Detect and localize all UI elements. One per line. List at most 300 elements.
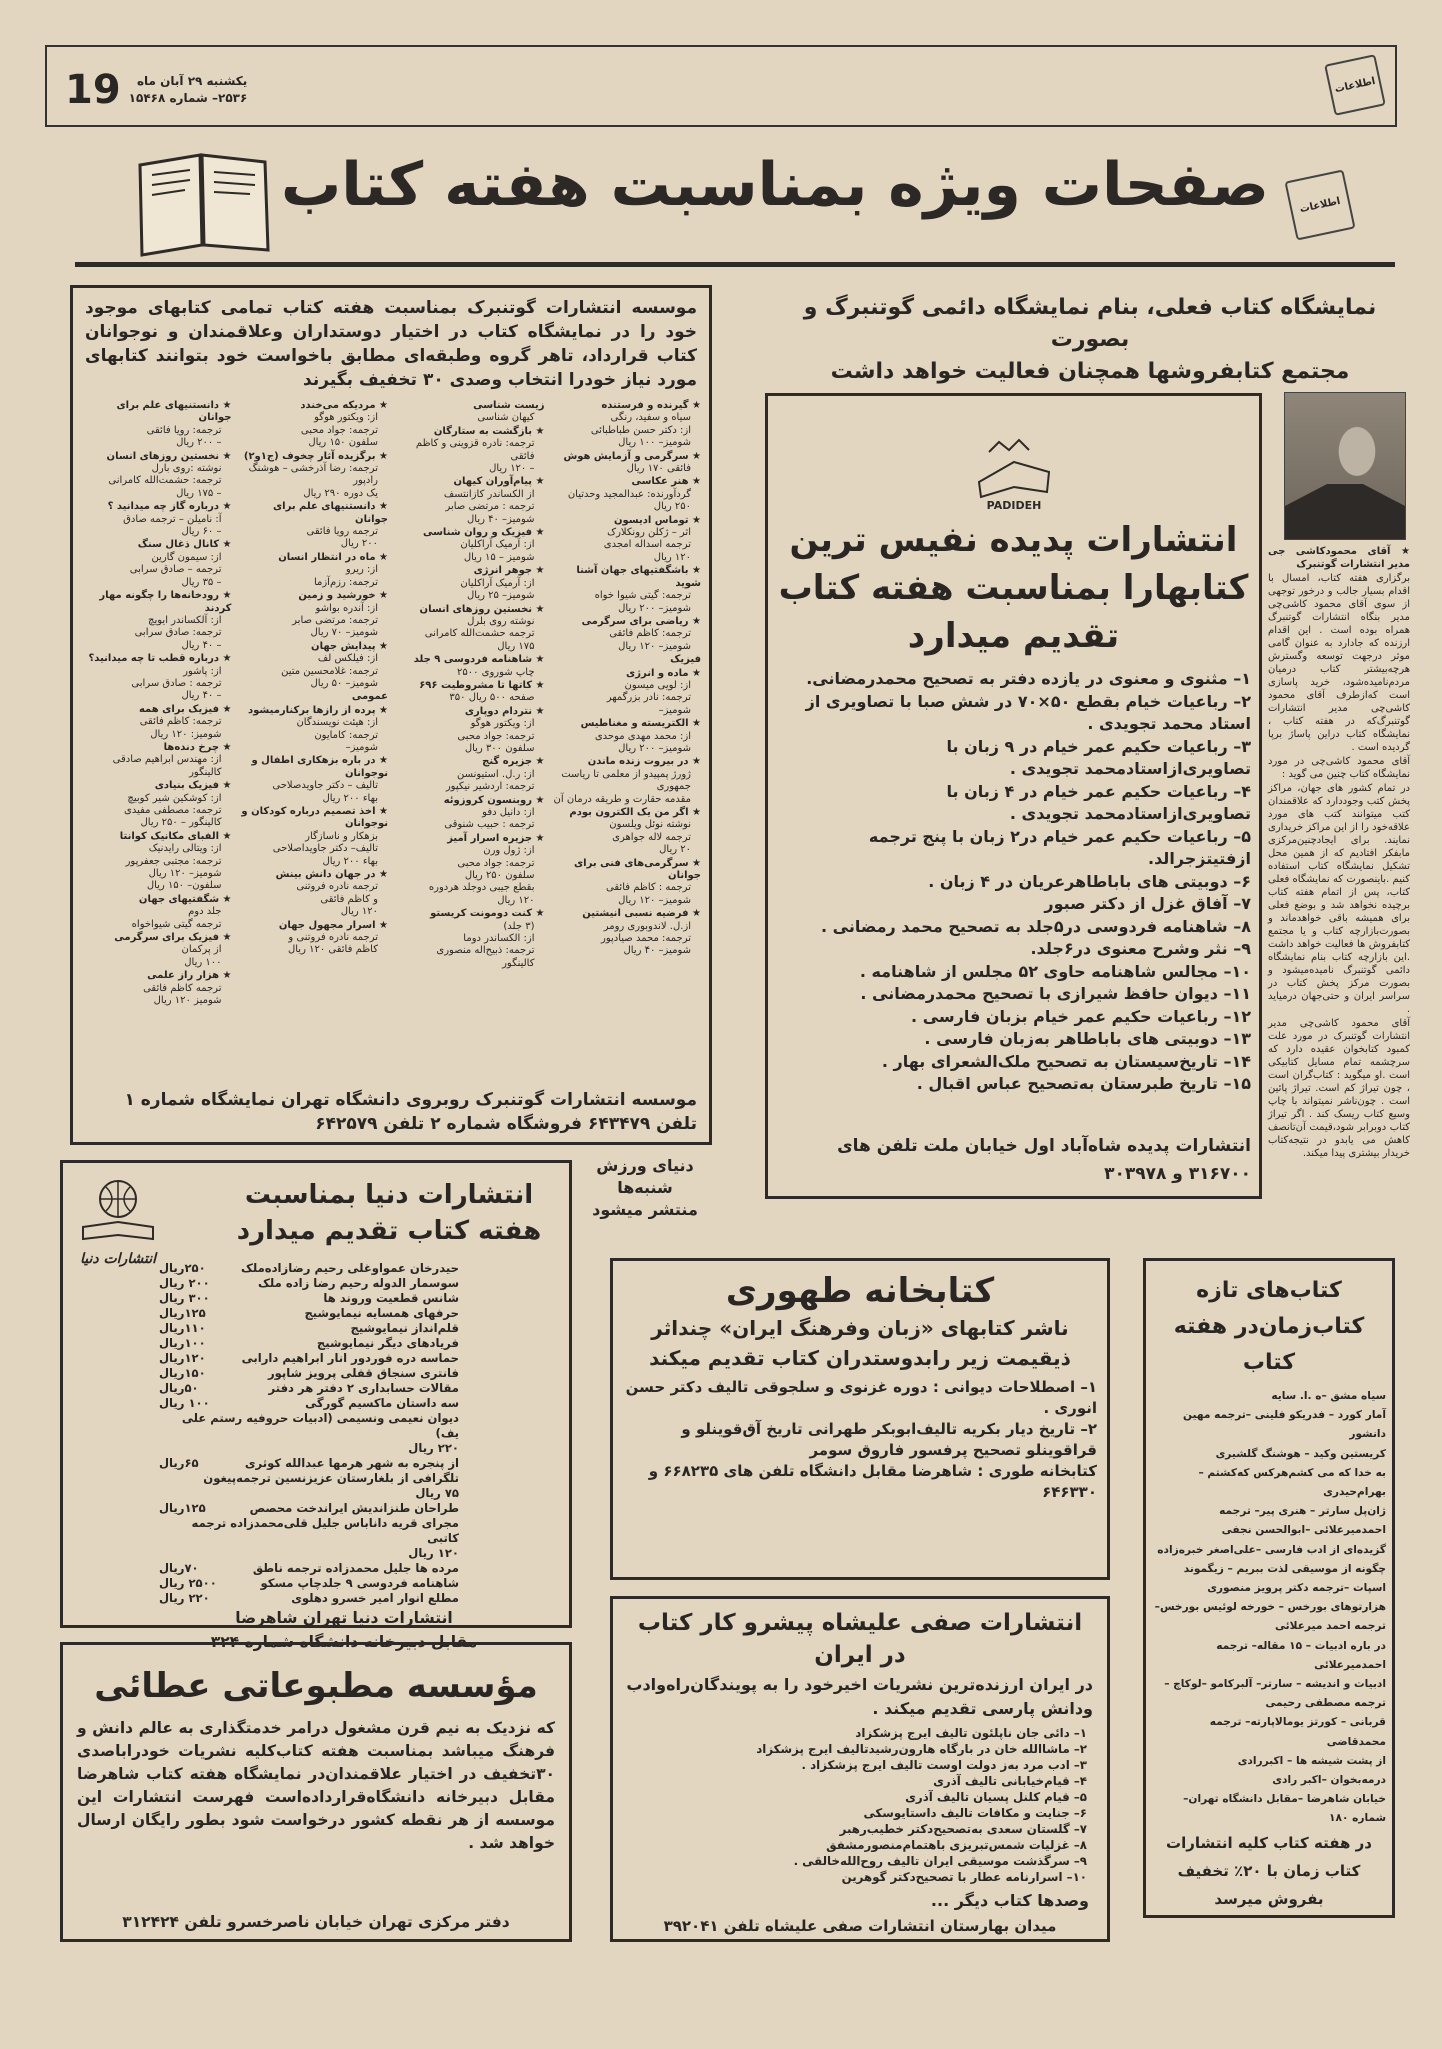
book-detail: از: سیمون گارین — [151, 551, 222, 563]
book-detail: ترجمه رویا فائقی — [306, 526, 378, 538]
book-price: ۱۰۰ریال — [159, 1336, 206, 1350]
book-item — [159, 1321, 459, 1336]
book-title: ★ فیزیک بنیادی — [81, 780, 232, 792]
ataee-footer: دفتر مرکزی تهران خیابان ناصرخسرو تلفن ۳۱۲۴۲۴ — [122, 1913, 510, 1931]
sports-note-line: منتشر میشود — [592, 1200, 698, 1219]
book-detail: بهاء ۲۰۰ ریال — [322, 792, 378, 804]
book-item: چگونه از موسیقی لذت ببریم – زیگموند اسپات –ترجمه دکتر پرویز منصوری — [1183, 1562, 1386, 1595]
book-item — [159, 1306, 459, 1321]
book-detail: شومیز– ۴۰ ریال — [623, 945, 691, 957]
donya-logo-text: انتشارات دنیا — [79, 1251, 157, 1267]
gutenberg-footer: موسسه انتشارات گوتنبرک روبروی دانشگاه تهران نمایشگاه شماره ۱ تلفن ۶۴۳۴۷۹ فروشگاه شماره ۲ تلفن ۶۴۲۵۷۹ — [124, 1090, 697, 1134]
book-detail: (۳ جلد) — [503, 920, 535, 932]
book-title: دیوان نعیمی ونسیمی (ادبیات حروفیه رستم علی یف) — [181, 1411, 459, 1440]
safi-intro: در ایران ارزنده‌ترین نشریات اخیرخود را به پویندگان‌راه‌وادب ودانش پارسی تقدیم میکند . — [626, 1675, 1093, 1718]
book-item — [159, 1351, 459, 1366]
book-detail: ترجمه گیتی شیواخواه — [131, 918, 222, 930]
book-entry — [394, 604, 545, 654]
book-entry — [81, 932, 232, 969]
book-title: مقالات حسابداری ۲ دفتر هر دفتر — [268, 1381, 459, 1395]
book-price: ۲۵۰ریال — [159, 1261, 206, 1275]
book-title: عمومی — [351, 691, 388, 703]
book-detail: از: ریرو — [345, 564, 378, 576]
book-detail: جلد دوم — [188, 906, 222, 918]
book-detail: از: ویتالی رایدنیک — [148, 843, 222, 855]
book-detail: سلفون ۲۵۰ ریال — [464, 870, 535, 882]
book-item: ۲– رباعیات خیام بقطع ۵۰×۷۰ در شش صبا با تصاویری از استاد محمد تجویدی . — [805, 691, 1251, 733]
book-detail: نوشته نوئل ویلسون — [609, 819, 691, 831]
book-detail: ترجمه لاله جواهری — [612, 831, 691, 843]
ataee-body: که نزدیک به نیم قرن مشغول درامر خدمتگذاری به عالم دانش و فرهنگ میباشد بمناسبت هفته کتاب‌کلیه نشریات خودراباصدی ۳۰تخفیف در اختیار علاقمندان‌در نمایشگاه هفته کتاب شاهرضا مقابل دبیرخانه دانشگاه‌قرارداده‌است فهرست انتشارات این موسسه از هر نقطه کشور درخواست شود بطور رایگان ارسال خواهد شد . — [77, 1719, 555, 1852]
book-detail: – ۱۲۰ ریال — [489, 463, 535, 475]
safi-title: انتشارات صفی علیشاه پیشرو کار کتاب در ایران — [637, 1610, 1083, 1668]
book-item: ۱۵– تاریخ طبرستان به‌تصحیح عباس اقبال . — [916, 1074, 1251, 1093]
book-detail: ۱۰۰ ریال — [184, 956, 222, 968]
book-price: ۲۲۰ ریال — [159, 1591, 210, 1605]
book-item: ۱۱– دیوان حافظ شیرازی با تصحیح محمدرمضانی . — [860, 984, 1251, 1003]
book-detail: ترجمه: نادر بزرگمهر — [606, 692, 691, 704]
tahoori-subtitle: ناشر کتابهای «زبان وفرهنگ ایران» چنداثر ذیقیمت زیر رابدوستدران کتاب تقدیم میکند — [649, 1316, 1071, 1370]
book-detail: از: مهندس ابراهیم صادقی — [112, 754, 222, 766]
book-detail: ترجمه: مجتبی جعفرپور — [125, 855, 222, 867]
book-title: ★ دانستنیهای علم برای جوانان — [238, 501, 389, 526]
book-price: ۱۲۰ ریال — [408, 1546, 459, 1560]
book-entry — [238, 590, 389, 640]
book-title: ★ هنر عکاسی — [551, 476, 702, 488]
book-title: ★ توماس ادیسون — [551, 515, 702, 527]
book-detail: از: ویکتور هوگو — [470, 718, 535, 730]
book-item: ۷– آفاق غزل از دکتر صبور — [1044, 894, 1251, 913]
book-title: طراحان طنزاندیش ایراندخت محصص — [249, 1501, 459, 1515]
book-title: ★ فرضیه نسبی انیشتین — [551, 908, 702, 920]
tahoori-title: کتابخانه طهوری — [725, 1271, 995, 1311]
book-detail: ترجمه: جواد محبی — [300, 424, 378, 436]
book-detail: از: لویی میسون — [624, 679, 691, 691]
book-detail: چاپ شوروی ۲۵۰۰ — [456, 666, 535, 678]
book-detail: ترجمه: رویا فائقی — [146, 424, 222, 436]
book-entry — [81, 400, 232, 450]
book-title: ★ شاهنامه فردوسی ۹ جلد — [394, 654, 545, 666]
headline-line1: نمایشگاه کتاب فعلی، بنام نمایشگاه دائمی گوتنبرگ و بصورت — [803, 295, 1377, 352]
sports-note-line: شنبه‌ها — [617, 1178, 673, 1197]
book-title: ★ فیزیک برای همه — [81, 704, 232, 716]
book-title: مجرای قریه داناباس جلیل قلی‌محمدزاده ترجمه کاتبی — [191, 1516, 459, 1545]
book-item: در باره ادبیات – ۱۵ مقاله– ترجمه احمدمیرعلائی — [1216, 1639, 1386, 1671]
book-price: ۳۰۰ ریال — [159, 1291, 210, 1305]
book-detail: سلفون ۳۰۰ ریال — [464, 742, 535, 754]
book-detail: ترجمه: رضا آذرخشی – هوشنگ رادپور — [248, 463, 378, 487]
book-title: ★ پرده از رازها برکنارمیشود — [238, 705, 389, 717]
book-entry — [81, 831, 232, 893]
book-item: ۸– شاهنامه فردوسی در۵جلد به تصحیح محمد رمضانی . — [821, 916, 1251, 936]
book-detail: از: ر.ل. استیونسن — [457, 768, 535, 780]
ataee-ad — [60, 1642, 572, 1942]
book-item: ۴– رباعیات حکیم عمر خیام در ۴ زبان با تصاویری‌ازاستادمحمد تجویدی . — [946, 781, 1251, 823]
book-detail: شومیز – ۱۵ ریال — [463, 551, 535, 563]
book-title: ★ اگر من یک الکترون بودم — [551, 807, 702, 819]
book-detail: ترجمه: نادره قزوینی و کاظم فائقی — [415, 438, 535, 462]
book-detail: – ۴۰ ریال — [181, 690, 222, 702]
book-item: ژان‌پل سارتر – هنری پیر– ترجمه احمدمیرعلائی –ابوالحسن نجفی — [1219, 1505, 1386, 1537]
book-title: ★ درباره گاز چه میدانید ؟ — [81, 501, 232, 513]
book-entry — [238, 920, 389, 957]
book-price: ۱۰۰ ریال — [159, 1396, 210, 1410]
gutenberg-book-list — [73, 400, 709, 1084]
book-title: حماسه دره فوردور انار ابراهیم دارابی — [241, 1351, 459, 1365]
portrait-photo — [1284, 392, 1406, 540]
tahoori-footer: کتابخانه طوری : شاهرضا مقابل دانشگاه تلفن های ۶۶۸۲۳۵ و ۶۴۶۳۳۰ — [648, 1462, 1097, 1501]
book-item: ۴– قیام‌خیابانی تالیف آذری — [933, 1774, 1087, 1788]
book-item: درمه‌بخوان –اکبر رادی — [1272, 1774, 1386, 1787]
book-detail: ترجمه: کاظم فائقی — [139, 716, 222, 728]
book-entry — [81, 780, 232, 830]
book-entry — [81, 704, 232, 741]
book-item — [159, 1276, 459, 1291]
padideh-book-list — [768, 660, 1259, 1096]
book-entry — [551, 858, 702, 908]
book-title: قلم‌انداز نیمایوشیج — [350, 1321, 459, 1335]
book-detail: از: الکساندر دوما — [463, 933, 535, 945]
book-detail: ترجمه: کامایون — [314, 729, 378, 741]
book-entry — [551, 807, 702, 857]
book-item: سیاه مشق –ه .ا. سایه — [1271, 1390, 1386, 1402]
book-detail: صفحه ۵۰۰ ریال ۳۵۰ — [449, 692, 535, 704]
book-title: فریادهای دیگر نیمایوشیج — [316, 1336, 459, 1350]
book-title: ★ روبنسون کروزوئه — [394, 795, 545, 807]
book-item: هزارتوهای بورخس – خورخه لوئیس بورخس– ترجمه احمد میرعلائی — [1154, 1601, 1386, 1633]
book-detail: کالینگور — [502, 957, 535, 969]
book-detail: سلفون ۱۵۰ ریال — [308, 437, 378, 449]
book-title: ★ پیام‌آوران کیهان — [394, 476, 545, 488]
category-heading — [394, 400, 545, 425]
ketab-zaman-ad — [1143, 1258, 1395, 1918]
book-detail: بزهکار و ناسازگار — [305, 830, 378, 842]
book-entry — [394, 908, 545, 970]
padideh-title: انتشارات پدیده نفیس ترین کتابهارا بمناسبت هفته کتاب تقدیم میدارد — [778, 520, 1249, 656]
category-heading — [238, 691, 389, 703]
book-title: ★ گیرنده و فرستنده — [551, 400, 702, 412]
book-item: ۷– گلستان سعدی به‌تصحیح‌دکتر خطیب‌رهبر — [839, 1822, 1087, 1836]
book-detail: ترجمه نادره فروتنی و — [288, 932, 378, 944]
book-item: ۸– غزلیات شمس‌تبریزی باهتمام‌منصورمشفق — [826, 1838, 1087, 1852]
book-entry — [551, 476, 702, 513]
book-detail: تالیف – دکتر جاویدصلاحی — [272, 780, 378, 792]
book-price: ۲۲۰ ریال — [408, 1441, 459, 1455]
book-detail: مقدمه حقارت و طریقه درمان آن — [553, 793, 691, 805]
article-paragraph: برگزاری هفته کتاب، امسال با اقدام بسیار جالب و درخور توجهی از سوی آقای محمود کاشی‌چی مدیر بنگاه انتشارات گوتنبرگ همراه بوده است . این اقدام ارزنده که جادارد به عنوان گامی موثر درجهت توسعه وگسترش هرچه‌بیشتر کتاب درمیان مردم‌نامیده‌شود، خرید پاسازی است که‌ازطرف آقای محمود کاشی‌چی مدیر انتشارات گوتنبرگ‌که در هفته کتاب ، نمایشگاه کتاب دراین پاساژ برپا گردیده است . — [1268, 573, 1410, 753]
book-item: ۲– ماشاالله خان در بارگاه هارون‌رشیدتالیف ایرج پزشکزاد — [756, 1742, 1087, 1756]
book-detail: – ۴۰ ریال — [181, 639, 222, 651]
book-price: ۵۰ریال — [159, 1381, 199, 1395]
book-detail: ترجمه: کاظم فائقی — [609, 628, 691, 640]
book-title: ★ پیدایش جهان — [238, 641, 389, 653]
book-detail: از: فیلکس لف — [317, 653, 378, 665]
book-item: ادبیات و اندیشه – سارتر– آلبرکامو –لوکاچ – ترجمه مصطفی رحیمی — [1164, 1678, 1386, 1710]
book-title: ★ نخستین روزهای انسان — [394, 604, 545, 616]
book-item: ۱– دائی جان ناپلئون تالیف ایرج پزشکزاد — [855, 1726, 1087, 1740]
book-detail: ترجمه اسداله امجدی — [603, 539, 691, 551]
banner-rule — [75, 262, 1395, 267]
book-price: ۱۲۰ریال — [159, 1351, 206, 1365]
donya-logo — [73, 1177, 163, 1267]
ketab-zaman-book-list — [1146, 1381, 1392, 1829]
donya-title: انتشارات دنیا بمناسبت هفته کتاب تقدیم میدارد — [236, 1180, 542, 1246]
book-item: ۱– مثنوی و معنوی در یازده دفتر به تصحیح محمدرمضانی. — [806, 669, 1251, 688]
padideh-logo — [959, 432, 1069, 512]
book-item: ۵– قیام کلنل پسیان تالیف آذری — [905, 1790, 1087, 1804]
book-entry — [394, 680, 545, 705]
book-title: ★ کنت دومونت کریستو — [394, 908, 545, 920]
book-title: شانس قطعیت وروند ها — [323, 1291, 459, 1305]
book-title: ★ کاتها تا مشروطیت ۶۹۶ — [394, 680, 545, 692]
book-detail: از: ویکتور هوگو — [314, 412, 378, 424]
book-detail: از: محمد مهدی موحدی — [594, 730, 691, 742]
book-column — [81, 400, 232, 1084]
book-item: گزیده‌ای از ادب فارسی –علی‌اصغر خبره‌زاده — [1157, 1543, 1386, 1556]
ketab-zaman-subtitle: کتاب‌زمان‌در هفته کتاب — [1173, 1314, 1365, 1375]
padideh-logo-text: PADIDEH — [986, 499, 1041, 512]
date-line: یکشنبه ۲۹ آبان ماه — [136, 74, 248, 88]
book-title: ★ رودخانه‌ها را چگونه مهار کردند — [81, 590, 232, 615]
book-item: ۳– رباعیات حکیم عمر خیام در ۹ زبان با تصاویری‌ازاستادمحمد تجویدی . — [946, 736, 1251, 778]
book-title: از پنجره به شهر هرمها عبدالله کوثری — [244, 1456, 459, 1470]
book-entry — [81, 590, 232, 652]
book-detail: بهاء ۲۰۰ ریال — [322, 855, 378, 867]
book-item — [159, 1291, 459, 1306]
book-detail: شومیز– ۱۲۰ ریال — [148, 868, 222, 880]
book-item: ۱۳– دوبیتی های باباطاهر به‌زبان فارسی . — [924, 1029, 1251, 1048]
book-entry — [238, 705, 389, 755]
book-item: ۱۰– مجالس شاهنامه حاوی ۵۲ مجلس از شاهنامه . — [859, 961, 1251, 981]
book-title: مطلع انوار امیر خسرو دهلوی — [291, 1591, 459, 1605]
book-detail: از: دانیل دفو — [482, 807, 535, 818]
category-heading — [551, 654, 702, 666]
book-title: ★ خورشید و زمین — [238, 590, 389, 602]
book-title: ★ بازگشت به ستارگان — [394, 426, 545, 438]
book-title: ★ در باره بزهکاری اطفال و نوجوانان — [238, 755, 389, 780]
book-entry — [394, 565, 545, 602]
book-title: ★ باشگفتیهای جهان آشنا شوید — [551, 565, 702, 590]
book-entry — [394, 654, 545, 679]
book-entry — [238, 552, 389, 589]
book-title: زیست شناسی — [473, 400, 545, 411]
book-detail: تالیف– دکتر جاویداصلاحی — [272, 843, 378, 855]
book-detail: ترجمه: جواد محبی — [457, 857, 535, 869]
article-paragraph: در تمام کشور های جهان، مراکز پخش کتب وجوددارد که علاقمندان کتب میتوانند کتب های مورد علاقه‌خود را از این مراکز خریداری نمایند. برای ایجادچنین‌مرکزی مابفکر افتادیم که از همین محل تشکیل نمایشگاه کتاب استفاده کنیم .باینصورت که نمایشگاه فعلی کتاب، پس از اتمام هفته کتاب برچیده نخواهد شد و بوضع فعلی برای همیشه باقی خواهدماند و بصورت‌بازارچه کتاب و یا مجتمع کتابفروش ها فعالیت خواهد داشت .این بازارچه کتاب بنام نمایشگاه دائمی گوتنبرگ نامیده‌میشود و بصورت مرکز پخش کتاب در سراسر ایران و حتی‌جهان درمیاید . — [1268, 783, 1410, 1015]
book-title: ★ در جهان دانش بینش — [238, 869, 389, 881]
book-detail: کالینگور – ۲۵۰ ریال — [140, 817, 222, 829]
book-price: ۱۲۵ریال — [159, 1306, 206, 1320]
donya-footer-line: انتشارات دنیا تهران شاهرضا — [235, 1609, 453, 1627]
book-entry — [238, 501, 389, 551]
book-detail: از: کوشکین شیر کوبیچ — [127, 792, 222, 804]
book-title: ★ در بیروت زنده ماندن — [551, 756, 702, 768]
book-column — [551, 400, 702, 1084]
book-detail: ۲۰۰ ریال — [340, 538, 378, 550]
book-column — [394, 400, 545, 1084]
book-entry — [81, 451, 232, 501]
book-detail: ترجمه: صادق سرابی — [134, 627, 222, 639]
ketab-zaman-footer: در هفته کتاب کلیه انتشارات کتاب زمان با ۲۰٪ تخفیف بفروش میرسد — [1166, 1833, 1372, 1908]
book-price: ۷۵ ریال — [415, 1486, 459, 1500]
book-entry — [394, 527, 545, 564]
book-detail: گردآورنده: عبدالمجید وحدتیان — [567, 488, 691, 500]
book-entry — [238, 451, 389, 501]
book-detail: ترجمه: اردشیر نیکپور — [445, 781, 535, 793]
book-title: ★ چرخ دنده‌ها — [81, 742, 232, 754]
article-paragraph: آقای محمود کاشی‌چی در مورد نمایشگاه کتاب چنین می گوید : — [1268, 756, 1410, 780]
book-detail: آ: ناميلن – ترجمه صادق — [123, 513, 222, 525]
book-title: فانتری سنجاق قفلی پرویز شاپور — [267, 1366, 459, 1380]
book-item: قربانی – کورتز یومالاپارته– ترجمه محمدقاضی — [1209, 1716, 1386, 1748]
book-title: سوسمار الدوله رحیم رضا زاده ملک — [258, 1276, 459, 1290]
book-entry — [81, 970, 232, 1007]
book-entry — [81, 501, 232, 538]
book-title: ★ اخذ تصمیم درباره کودکان و نوجوانان — [238, 806, 389, 831]
book-entry — [551, 908, 702, 958]
book-item: به خدا که می کشم‌هرکس که‌کشتم –بهرام‌حیدری — [1198, 1466, 1386, 1499]
book-detail: از الکساندر کازانتسف — [443, 488, 535, 500]
book-item — [159, 1591, 459, 1606]
book-detail: از: آرمیک آراکلیان — [460, 577, 535, 589]
safi-footer: میدان بهارستان انتشارات صفی علیشاه تلفن ۳۹۲۰۴۱ — [663, 1917, 1057, 1935]
book-detail: اثر – ژکلن رونکلارک — [607, 527, 691, 539]
book-detail: ترجمه: گیتی شیوا خواه — [594, 590, 691, 602]
book-title: ★ دانستنیهای علم برای جوانان — [81, 400, 232, 425]
book-item — [159, 1336, 459, 1351]
book-price: ۱۵۰ریال — [159, 1366, 206, 1380]
globe-book-icon — [78, 1177, 158, 1247]
book-detail: کیهان شناسی — [477, 412, 535, 424]
book-detail: سیاه و سفید، رنگی — [610, 412, 691, 424]
book-detail: ۱۲۰ ریال — [340, 906, 378, 918]
book-detail: – ۶۰ ریال — [181, 526, 222, 538]
book-detail: ترجمه: مصطفی مفیدی — [124, 805, 222, 816]
book-column — [238, 400, 389, 1084]
headline-line2: مجتمع کتابفروشها همچنان فعالیت خواهد داشت — [830, 359, 1350, 384]
book-item: کریستین وکید – هوشنگ گلشیری — [1215, 1447, 1386, 1460]
tahoori-book-list — [613, 1373, 1107, 1503]
book-detail: ترجمه – صادق سرابی — [129, 564, 222, 576]
book-title: ★ سرگرمی و آزمایش هوش — [551, 451, 702, 463]
book-title: ★ الکتریسته و مغناطیس — [551, 718, 702, 730]
book-detail: ترجمه حشمت‌الله کامرانی — [424, 628, 535, 640]
book-item — [159, 1261, 459, 1276]
book-title: حرفهای همسایه نیمایوشیج — [304, 1306, 459, 1320]
book-detail: – ۲۰۰ ریال — [176, 437, 222, 449]
book-detail: ۲۰ ریال — [659, 844, 691, 856]
newspaper-logo-banner: اطلاعات — [1284, 169, 1355, 240]
book-detail: ترجمه : حبیب شنوقی — [444, 819, 535, 831]
book-entry — [551, 718, 702, 755]
book-entry — [394, 833, 545, 907]
book-detail: ۱۲۰ ریال — [497, 894, 535, 906]
book-detail: ترجمه : مرتضی صابر — [445, 501, 535, 513]
book-detail: شومیز– ۱۲۰ ریال — [618, 640, 691, 652]
book-price: ۲۵۰۰ ریال — [159, 1576, 217, 1590]
book-title: ★ فیزیک برای سرگرمی — [81, 932, 232, 944]
book-item — [159, 1501, 459, 1516]
ataee-title: مؤسسه مطبوعاتی عطائی — [94, 1666, 538, 1706]
book-detail: ترجمه : کاظم فائقی — [606, 882, 691, 894]
book-entry — [394, 756, 545, 793]
book-detail: بقطع جیبی دوجلد هردوره — [428, 882, 535, 894]
book-title: حیدرخان عمواوغلی رحیم رضازاده‌ملک — [240, 1261, 459, 1275]
book-item: خیابان شاهرضا –مقابل دانشگاه تهران– شماره ۱۸۰ — [1183, 1793, 1386, 1825]
book-detail: ژورژ پمپیدو از معلمی تا ریاست جمهوری — [561, 768, 691, 793]
book-price: ۶۵ریال — [159, 1456, 199, 1470]
safi-alishah-ad — [610, 1596, 1110, 1942]
gutenberg-intro: موسسه انتشارات گوتنبرک بمناسبت هفته کتاب تمامی کتابهای موجود خود را در نمایشگاه کتاب در اختیار دوستداران وعلاقمندان و نوجوانان کتاب قرارداد، تاهر گروه وطبقه‌ای مطابق باخواست خود بتوانند کتابهای مورد نیاز خودرا انتخاب وصدی ۳۰ تخفیف بگیرند — [85, 298, 697, 390]
book-entry — [238, 400, 389, 450]
book-entry — [238, 806, 389, 868]
book-item: ۶– جنایت و مکافات تالیف داستایوسکی — [863, 1806, 1087, 1820]
newspaper-logo: اطلاعات — [1324, 54, 1386, 116]
book-title: ★ شگفتیهای جهان — [81, 894, 232, 906]
book-item: ۱– اصطلاحات دیوانی : دوره غزنوی و سلجوقی تالیف دکتر حسن انوری . — [625, 1378, 1097, 1417]
book-title: ★ درباره قطب تا چه میدانید؟ — [81, 653, 232, 665]
book-detail: ترجمه: محمد صیادپور — [601, 933, 691, 945]
side-article — [1268, 545, 1410, 1161]
book-entry — [81, 539, 232, 589]
book-detail: – ۱۷۵ ریال — [176, 487, 222, 499]
book-title: ★ مردیکه می‌خندد — [238, 400, 389, 412]
book-detail: نوشته روی بلرل — [467, 615, 535, 627]
book-title: ★ نتردام دوپاری — [394, 706, 545, 718]
headline — [770, 292, 1410, 388]
book-detail: فائقی ۱۷۰ ریال — [626, 463, 691, 475]
book-detail: شومیز: ۱۲۰ ریال — [150, 728, 222, 740]
photo-caption: ★ آقای محمودکاشی جی مدیر انتشارات گوتنبرک — [1268, 546, 1410, 570]
book-detail: از: پاشور — [183, 665, 222, 677]
book-item: ۲– تاریخ دیار بکریه تالیف‌ابوبکر طهرانی تاریخ آق‌قوینلو و قراقوینلو تصحیح پرفسور فاروق سومر — [681, 1420, 1097, 1459]
book-item — [159, 1381, 459, 1396]
masthead — [45, 45, 1397, 127]
padideh-footer: انتشارات پدیده شاه‌آباد اول خیابان ملت تلفن های ۳۱۶۷۰۰ و ۳۰۳۹۷۸ — [837, 1136, 1251, 1184]
book-entry — [551, 451, 702, 476]
book-title: ★ جزیره گنج — [394, 756, 545, 768]
book-detail: شومیز– ۲۵ ریال — [467, 590, 535, 602]
book-item — [159, 1366, 459, 1381]
book-title: مرده ها جلیل محمدزاده ترجمه ناطق — [252, 1561, 459, 1575]
book-detail: ترجمه کاظم فائقی — [143, 982, 222, 994]
book-item: ۵– رباعیات حکیم عمر خیام در۲ زبان با پنج ترجمه ازفتیتزجرالد. — [868, 826, 1251, 868]
book-entry — [238, 869, 389, 919]
book-detail: ترجمه نادره فروتنی — [296, 881, 378, 893]
book-detail: شومیز– ۴۰ ریال — [467, 513, 535, 525]
article-paragraph: آقای محمود کاشی‌چی مدیر انتشارات گوتنبرک در مورد علت کمبود کتابخوان عقیده دارد که سرچشمه تمام مسایل کتابیکی است .او میگوید : کتاب‌گران است ، چون تیراژ کم است. تیراژ پائین است . چون‌ناشر نمیتواند با چاپ وسیع کتاب ریسک کند . اگر تیراژ کتاب دوبرابر شود،قیمت آن‌تانصف کاهش می یابدو در نتیجه‌کتاب خریدار بیشتری پیدا میکند. — [1268, 1018, 1410, 1159]
book-detail: ترجمه : صادق سرابی — [131, 677, 222, 689]
book-detail: از: هیئت نویسندگان — [296, 717, 378, 729]
gutenberg-ad — [70, 285, 712, 1145]
book-detail: شومیز– ۱۰۰ ریال — [618, 437, 691, 449]
book-detail: ترجمه: حشمت‌الله کامرانی — [108, 475, 222, 487]
book-detail: از: دکتر حسن طباطبائی — [590, 424, 691, 436]
book-entry — [551, 565, 702, 615]
book-item — [159, 1576, 459, 1591]
book-entry — [81, 742, 232, 779]
book-entry — [81, 894, 232, 931]
book-item — [159, 1456, 459, 1471]
book-entry — [394, 426, 545, 476]
book-entry — [394, 476, 545, 526]
book-detail: و کاظم فائقی — [320, 893, 378, 905]
book-detail: کاظم فائقی ۱۲۰ ریال — [287, 944, 378, 956]
book-item: ۱۴– تاریخ‌سیستان به تصحیح ملک‌الشعرای بهار . — [881, 1051, 1251, 1071]
open-book-icon — [130, 150, 280, 260]
book-detail: شومیز– — [345, 741, 378, 753]
book-entry — [551, 616, 702, 653]
